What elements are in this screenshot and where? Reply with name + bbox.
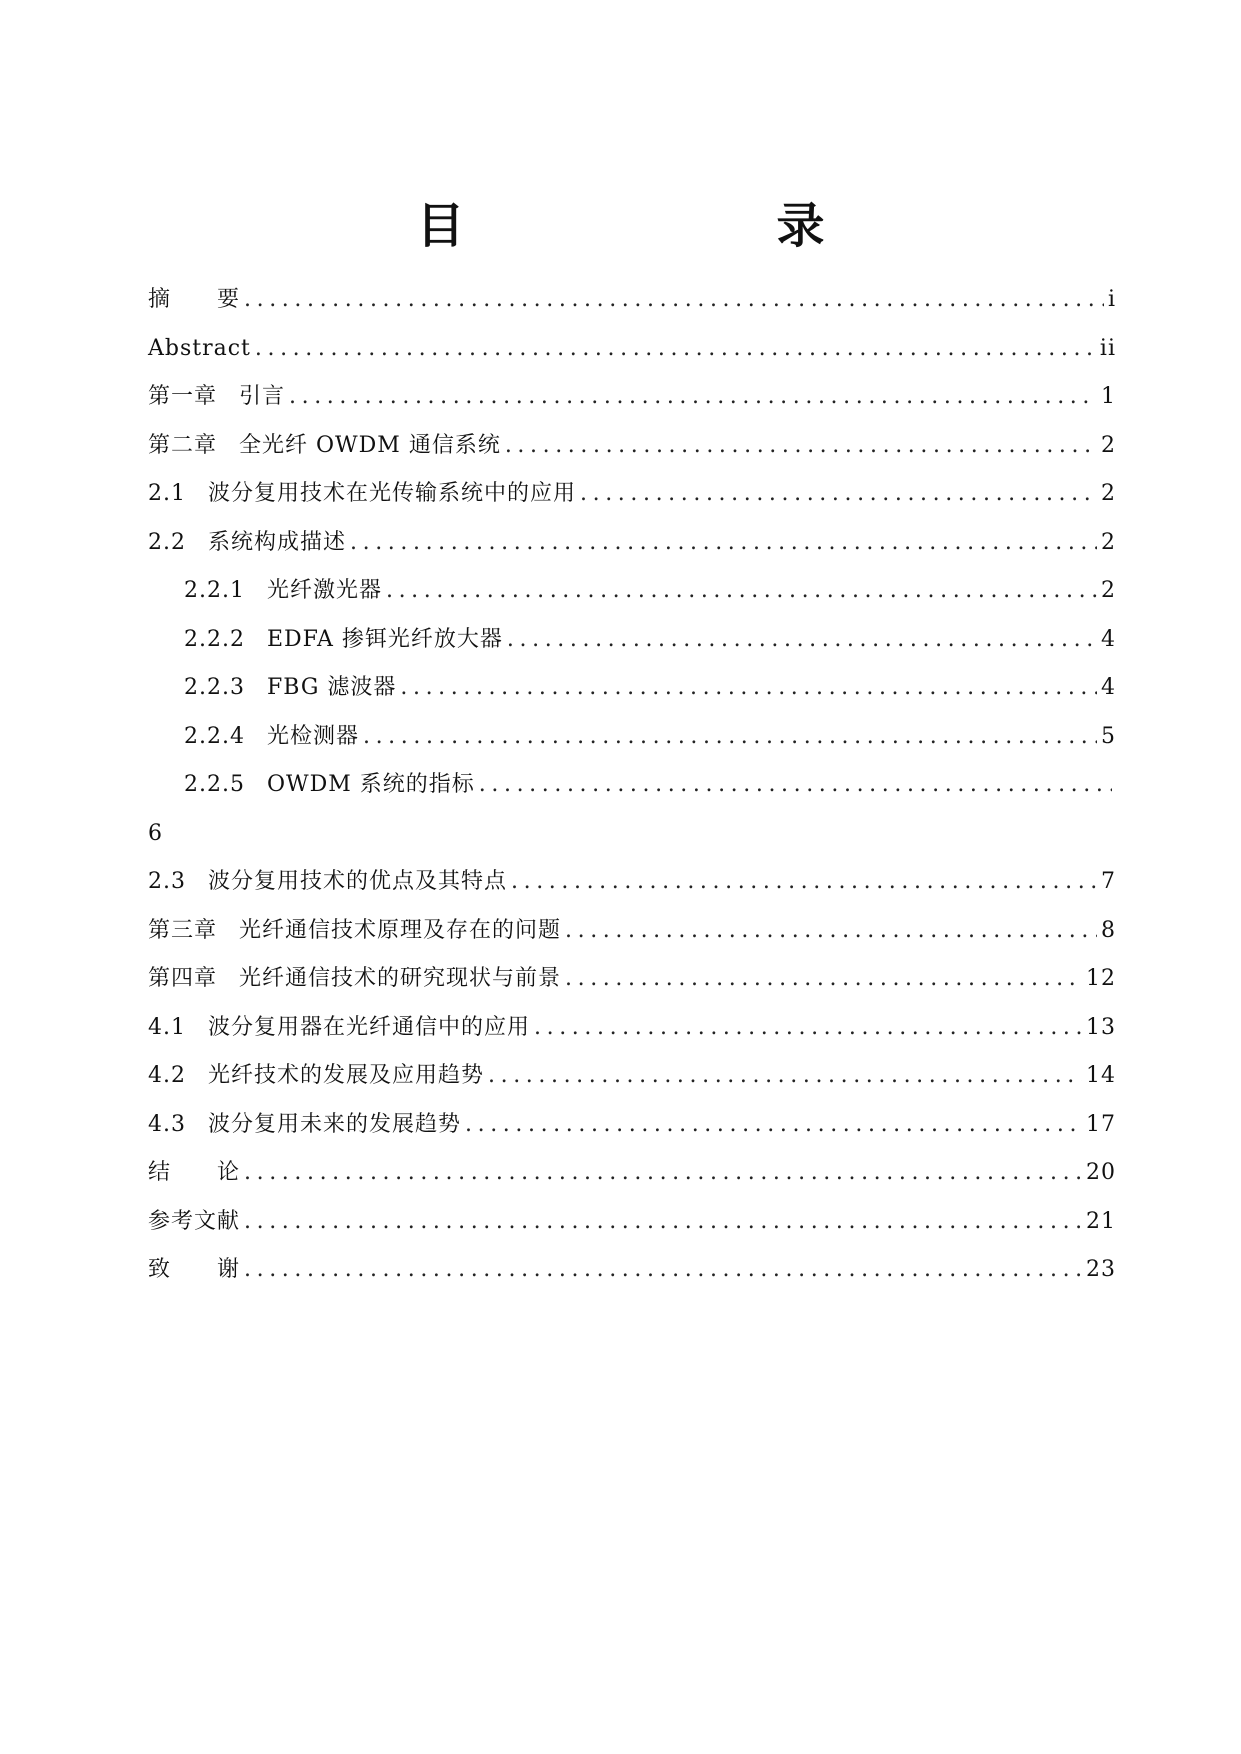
- dot-leader: [580, 470, 1097, 519]
- toc-entry-page: 2: [1101, 481, 1116, 506]
- toc-entry-label: [148, 1101, 461, 1150]
- toc-entry-label: [184, 713, 359, 762]
- toc-entry-label: [184, 616, 503, 665]
- table-of-contents: [148, 276, 1116, 1295]
- toc-entry-page: 21: [1086, 1208, 1116, 1234]
- toc-entry-title: 光纤激光器: [266, 578, 382, 603]
- toc-entry-label: [184, 567, 382, 616]
- toc-entry-page: 2: [1101, 432, 1116, 458]
- dot-leader: [350, 519, 1097, 568]
- toc-entry-number: 第四章: [148, 966, 218, 991]
- toc-entry-number: 第一章: [148, 384, 218, 409]
- dot-leader: [244, 1149, 1082, 1198]
- toc-entry[interactable]: [148, 1004, 1116, 1053]
- toc-entry-page: 2: [1101, 529, 1116, 555]
- toc-entry[interactable]: [148, 713, 1116, 762]
- toc-entry-label: [148, 470, 576, 519]
- dot-leader: [511, 858, 1097, 907]
- toc-entry-number: 2.2.5: [184, 772, 245, 797]
- toc-entry-page: ii: [1099, 335, 1116, 361]
- toc-entry-label: [148, 276, 240, 325]
- toc-entry-title: 光纤技术的发展及应用趋势: [208, 1063, 485, 1088]
- toc-entry-label: [148, 907, 561, 956]
- toc-entry-label: [148, 519, 346, 568]
- toc-entry-number: 2.2: [148, 529, 186, 555]
- toc-entry-number: 4.2: [148, 1063, 186, 1088]
- toc-entry-label: [148, 1052, 484, 1101]
- toc-entry-title: 全光纤 OWDM 通信系统: [239, 432, 501, 458]
- dot-leader: [488, 1052, 1082, 1101]
- toc-entry-number: 2.2.2: [184, 626, 245, 652]
- toc-entry-title: 波分复用技术的优点及其特点: [208, 869, 508, 894]
- toc-entry-page: 23: [1086, 1257, 1116, 1282]
- dot-leader: [565, 907, 1097, 956]
- dot-leader: [386, 567, 1097, 616]
- toc-entry-title: OWDM 系统的指标: [266, 772, 475, 797]
- toc-entry-page: 4: [1101, 675, 1116, 700]
- toc-entry-label: [148, 858, 507, 907]
- toc-entry-title: 引言: [239, 384, 286, 409]
- dot-leader: [507, 616, 1097, 665]
- toc-entry-page: 12: [1086, 966, 1116, 991]
- toc-entry-title: 光纤通信技术的研究现状与前景: [239, 966, 562, 991]
- toc-entry[interactable]: [148, 1149, 1116, 1198]
- dot-leader: [465, 1101, 1082, 1150]
- toc-entry[interactable]: [148, 1198, 1116, 1247]
- toc-entry[interactable]: [148, 373, 1116, 422]
- page-title: 目 录: [416, 198, 897, 254]
- dot-leader: [565, 955, 1082, 1004]
- toc-entry-page: 1: [1101, 384, 1116, 409]
- toc-entry-label: [148, 325, 251, 374]
- toc-entry-title: Abstract: [148, 335, 251, 361]
- dot-leader: [255, 325, 1096, 374]
- toc-entry-label: [148, 1149, 240, 1198]
- toc-entry[interactable]: [148, 955, 1116, 1004]
- dot-leader: [289, 373, 1097, 422]
- toc-entry[interactable]: [148, 1052, 1116, 1101]
- toc-entry[interactable]: [148, 1246, 1116, 1295]
- toc-entry-title: 系统构成描述: [208, 529, 347, 555]
- toc-entry-number: 2.2.1: [184, 578, 245, 603]
- toc-entry[interactable]: [148, 858, 1116, 907]
- toc-entry-title: 光纤通信技术原理及存在的问题: [239, 917, 562, 943]
- toc-entry[interactable]: [148, 664, 1116, 713]
- toc-entry-number: 2.3: [148, 869, 186, 894]
- dot-leader: [244, 1198, 1082, 1247]
- toc-entry-page: 14: [1086, 1063, 1116, 1088]
- toc-entry[interactable]: [148, 276, 1116, 325]
- dot-leader: [244, 1246, 1082, 1295]
- toc-entry-title: EDFA 掺铒光纤放大器: [266, 626, 503, 652]
- toc-entry-page: 5: [1101, 723, 1116, 749]
- toc-entry-number: 第三章: [148, 917, 218, 943]
- toc-entry[interactable]: [148, 325, 1116, 374]
- toc-entry[interactable]: [148, 1101, 1116, 1150]
- toc-entry-number: 2.2.4: [184, 723, 245, 749]
- toc-entry-page: 7: [1101, 869, 1116, 894]
- toc-entry[interactable]: [148, 567, 1116, 616]
- toc-entry-page: 17: [1086, 1111, 1116, 1137]
- toc-entry-label: [148, 1246, 240, 1295]
- dot-leader: [534, 1004, 1082, 1053]
- toc-entry-title: FBG 滤波器: [266, 675, 397, 700]
- toc-entry[interactable]: [148, 470, 1116, 519]
- dot-leader: [363, 713, 1097, 762]
- toc-entry-title: 光检测器: [266, 723, 359, 749]
- toc-entry-page: 4: [1101, 626, 1116, 652]
- toc-entry-title: 摘 要: [148, 287, 241, 312]
- toc-entry-number: 2.1: [148, 481, 186, 506]
- toc-entry[interactable]: [148, 616, 1116, 665]
- toc-entry-title: 参考文献: [148, 1208, 241, 1234]
- dot-leader: [244, 276, 1104, 325]
- toc-entry-label: [148, 1198, 240, 1247]
- toc-entry[interactable]: [148, 422, 1116, 471]
- toc-entry-page: i: [1107, 287, 1116, 312]
- toc-entry-label: [148, 422, 501, 471]
- toc-entry-label: [148, 373, 285, 422]
- toc-entry-label: [148, 1004, 530, 1053]
- toc-entry[interactable]: [148, 907, 1116, 956]
- toc-entry-title: 致 谢: [148, 1257, 241, 1282]
- toc-entry-number: 4.1: [148, 1014, 186, 1040]
- toc-entry-number: 2.2.3: [184, 675, 245, 700]
- toc-entry-number: 第二章: [148, 432, 218, 458]
- toc-entry-title: 波分复用未来的发展趋势: [208, 1111, 462, 1137]
- toc-entry-label: [184, 664, 396, 713]
- toc-entry-number: 4.3: [148, 1111, 186, 1137]
- toc-entry-title: 波分复用技术在光传输系统中的应用: [208, 481, 577, 506]
- toc-entry-title: 结 论: [148, 1160, 241, 1185]
- toc-entry[interactable]: [148, 761, 1116, 810]
- dot-leader: [505, 422, 1097, 471]
- toc-entry-page: 13: [1086, 1014, 1116, 1040]
- dot-leader: [400, 664, 1097, 713]
- dot-leader: [479, 761, 1112, 810]
- toc-entry-page: 20: [1086, 1160, 1116, 1185]
- toc-entry-title: 波分复用器在光纤通信中的应用: [208, 1014, 531, 1040]
- toc-entry-label: [184, 761, 475, 810]
- toc-entry[interactable]: [148, 519, 1116, 568]
- toc-entry-label: [148, 955, 561, 1004]
- toc-entry-page: 2: [1101, 578, 1116, 603]
- toc-entry-page: 6: [148, 820, 162, 846]
- toc-entry-page: 8: [1101, 917, 1116, 943]
